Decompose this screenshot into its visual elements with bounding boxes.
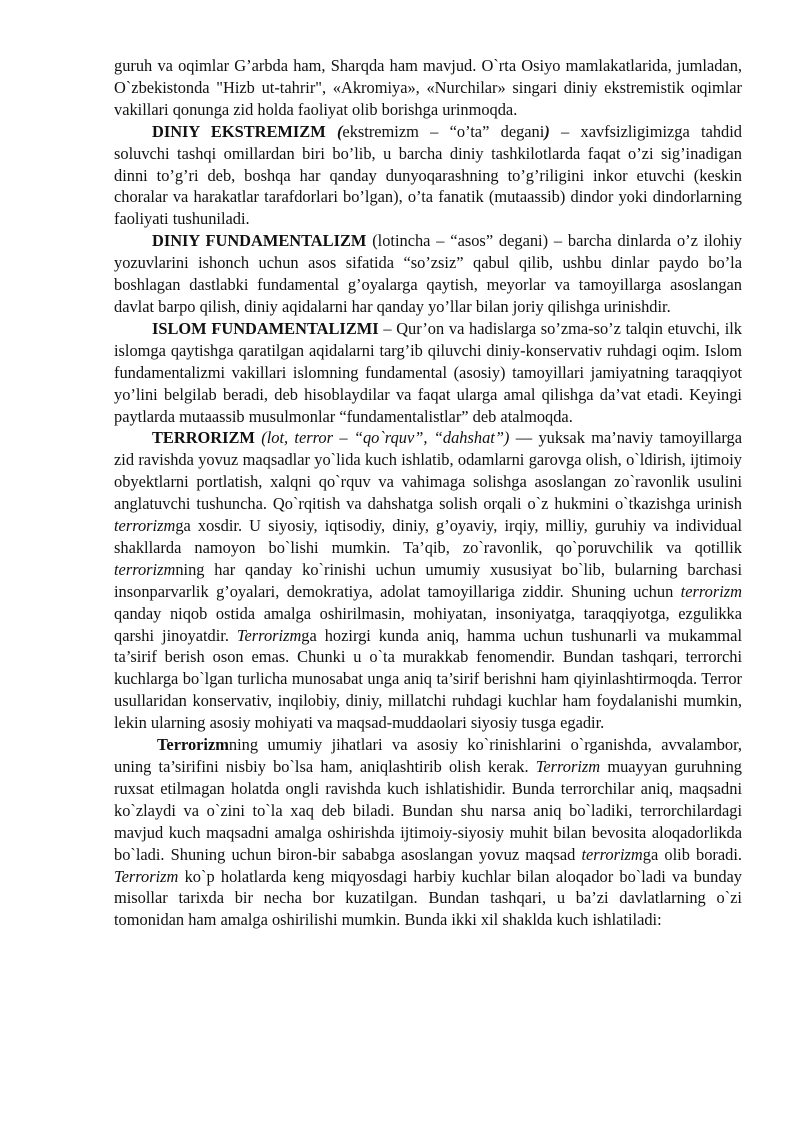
bold-term: TERRORIZM bbox=[152, 428, 255, 448]
text-run: qanday niqob ostida amalga oshirilmasin, mohiyatan, insoniyatga, taraqqiyotga, ezgulikka qarshi jinoyatdir. bbox=[114, 603, 742, 645]
text-run: guruh va oqimlar G’arbda ham, Sharqda ham mavjud. O`rta Osiyo mamlakatlarida, jumladan, O`zbekistonda "Hizb ut-tahrir", «Akromiya», «Nurchilar» singari diniy ekstremistik oqimlar vakillari qonunga zid holda faoliyat olib borishga urinmoqda. bbox=[114, 56, 742, 119]
italic-text: Terrorizm bbox=[114, 866, 179, 886]
italic-text: Terrorizm bbox=[535, 757, 601, 776]
text-run: ning har qanday ko`rinishi uchun umumiy xususiyat bo`lib, bularning barchasi insonparvarlik g’oyalari, demokratiya, adolat tamoyillariga ziddir. Shuning uchun bbox=[114, 559, 742, 601]
text-run: — yuksak ma’naviy tamoyillarga zid ravishda yovuz maqsadlar yo`lida kuch ishlatib, odamlarni garovga olish, o`ldirish, ijtimoiy obyektlarni portlatish, xalqni qo`rquv va vahimaga solishga asoslangan zo`ravonlik usulini anglatuvchi tushuncha. Qo`rqitish va dahshatga solish orqali o`z hukmini o`tkazishga urinish bbox=[114, 428, 743, 514]
text-run: ekstremizm – “o’ta” degani bbox=[342, 121, 545, 141]
italic-text: (lot, terror – “qo`rquv”, “dahshat”) bbox=[254, 428, 510, 448]
italic-text: Terrorizm bbox=[236, 625, 302, 645]
paragraph-terrorizm-aspects bbox=[114, 734, 742, 931]
text-run: – Qur’on va hadislarga so’zma-so’z talqin etuvchi, ilk islomga qaytishga qaratilgan aqidalarni targ’ib qiluvchi diniy-konservativ ruhdagi oqim. Islom fundamentalizmi vakillari islomning fundamental (asosiy) tamoyillari jamiyatning taraqqiyot yo’lini belgilab beradi, deb hisoblaydilar va faqat ularga amal qilishga da’vat etadi. Keyingi paytlarda mutaassib musulmonlar “fundamentalistlar” deb atalmoqda. bbox=[114, 318, 742, 426]
text-run: (lotincha – “asos” degani) – barcha dinlarda o’z ilohiy yozuvlarini ishonch uchun asos sifatida “so’zsiz” qabul qilib, ushbu dinlar paydo bo’la boshlagan dastlabki fundamental g’oyalarga qaytish, meyorlar va tamoyillarga asoslangan davlat barpo qilish, diniy aqidalarni har qanday yo’llar bilan joriy qilishga urinishdir. bbox=[114, 231, 742, 316]
bold-term: DINIY FUNDAMENTALIZM bbox=[152, 231, 367, 251]
paragraph-diniy-ekstremizm bbox=[114, 121, 742, 231]
bold-term: Terrorizm bbox=[157, 735, 229, 755]
paragraph-intro bbox=[114, 55, 742, 121]
text-run: – xavfsizligimizga tahdid soluvchi tashqi omillardan biri bo’lib, u barcha diniy tashkilotlarda faqat o’zi sig’inadigan dinni to’g’ri deb, boshqa har qanday dunyoqarashning to’g’riligini inkor etuvchi (keskin choralar va harakatlar tarafdorlari bo’lgan), o’ta fanatik (mutaassib) dindor yoki dindorlarning faoliyati tushuniladi. bbox=[114, 121, 742, 229]
bold-term: ( bbox=[336, 121, 343, 141]
bold-term: ) bbox=[544, 121, 550, 141]
bold-term: DINIY EKSTREMIZM bbox=[152, 121, 337, 141]
text-run: ning umumiy jihatlari va asosiy ko`rinishlarini o`rganishda, avvalambor, uning ta’sirifini nisbiy bo`lsa ham, aniqlashtirib olish kerak. bbox=[114, 735, 742, 776]
italic-text: terrorizm bbox=[114, 559, 176, 579]
text-run: ga olib boradi. bbox=[642, 844, 743, 864]
paragraph-diniy-fundamentalizm bbox=[114, 230, 742, 318]
bold-term: ISLOM FUNDAMENTALIZMI bbox=[152, 318, 379, 338]
italic-text: terrorizm bbox=[680, 581, 742, 601]
text-run: ga hozirgi kunda aniq, hamma uchun tushunarli va mukammal ta’sirif berish oson emas. Chunki u o`ta murakkab fenomendir. Bundan tashqari, terrorchi kuchlarga bo`lgan turlicha munosabat unga aniq ta’sirif berishni ham qiyinlashtirmoqda. Terror usullaridan konservativ, inqilobiy, diniy, millatchi ruhdagi kuchlar ham foydalanishi mumkin, lekin ularning asosiy mohiyati va maqsad-muddaolari siyosiy tusga egadir. bbox=[114, 625, 742, 733]
italic-text: terrorizm bbox=[114, 516, 176, 536]
paragraph-terrorizm-definition bbox=[114, 427, 742, 734]
text-run: ko`p holatlarda keng miqyosdagi harbiy kuchlar bilan aloqador bo`ladi va bunday misollar tarixda bir necha bor kuzatilgan. Bundan tashqari, u ba’zi davlatlarning o`zi tomonidan ham amalga oshirilishi mumkin. Bunda ikki xil shaklda kuch ishlatiladi: bbox=[114, 866, 742, 930]
italic-text: terrorizm bbox=[581, 844, 643, 864]
text-run: muayyan guruhning ruxsat etilmagan holatda ongli ravishda kuch ishlatishidir. Bunda terrorchilar aniq, maqsadni ko`zlaydi va o`zini to`la xaq deb biladi. Bundan shu narsa aniq bo`ladiki, terrorchilardagi mavjud kuch maqsadni amalga oshirishda ijtimoiy-siyosiy muhit bilan bevosita aloqadorlikda bo`ladi. Shuning uchun biron-bir sababga asoslangan yovuz maqsad bbox=[114, 757, 742, 864]
text-run: ga xosdir. U siyosiy, iqtisodiy, diniy, g’oyaviy, irqiy, milliy, guruhiy va individual shakllarda namoyon bo`lishi mumkin. Ta’qib, zo`ravonlik, qo`poruvchilik va qotillik bbox=[114, 516, 742, 557]
paragraph-islom-fundamentalizmi bbox=[114, 318, 742, 428]
